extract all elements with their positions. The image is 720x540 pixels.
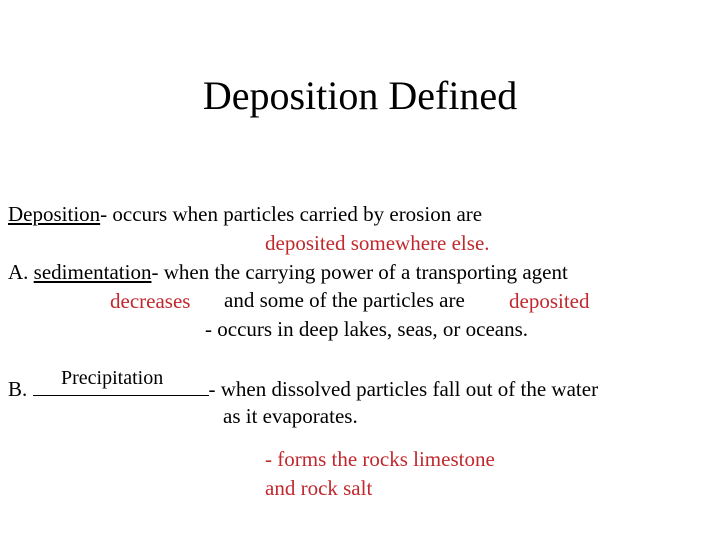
- deposition-definition-text: - occurs when particles carried by erosion are: [100, 202, 483, 226]
- item-a-answer-deposited: deposited: [509, 289, 590, 313]
- item-a-note: - occurs in deep lakes, seas, or oceans.: [205, 317, 529, 341]
- deposition-answer: deposited somewhere else.: [265, 231, 490, 255]
- item-b-answer: Precipitation: [61, 367, 164, 389]
- item-b-prefix: B.: [8, 377, 33, 401]
- item-a-text: - when the carrying power of a transporting agent: [151, 260, 568, 284]
- deposition-definition: [8, 204, 482, 225]
- sedimentation-term: sedimentation: [33, 260, 152, 284]
- item-b-text: - when dissolved particles fall out of the water: [208, 377, 599, 401]
- item-a-line: [8, 262, 568, 283]
- item-b-text-2: as it evaporates.: [223, 404, 358, 428]
- item-a-prefix: A.: [8, 260, 34, 284]
- item-b-note-2: and rock salt: [265, 476, 373, 500]
- item-b-note-1: - forms the rocks limestone: [265, 447, 495, 471]
- item-a-answer-decreases: decreases: [110, 289, 191, 313]
- slide-title: Deposition Defined: [202, 73, 518, 118]
- item-a-middle-text: and some of the particles are: [224, 288, 465, 312]
- deposition-term: Deposition: [8, 202, 101, 226]
